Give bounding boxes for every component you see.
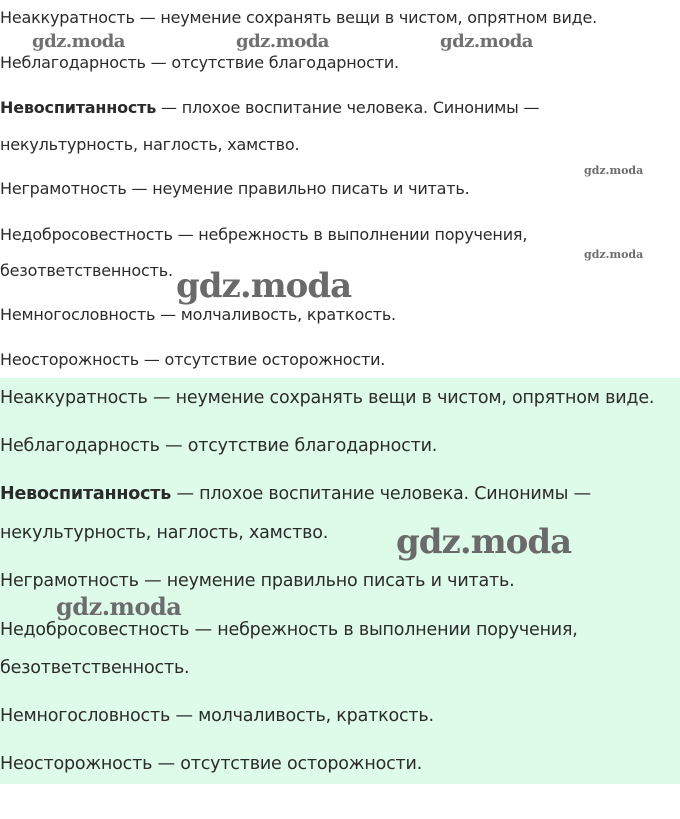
definition-text: — плохое воспитание человека. Синонимы —	[171, 484, 591, 504]
definition-line: некультурность, наглость, хамство.	[0, 135, 300, 154]
definition-line: Неаккуратность — неумение сохранять вещи в чистом, опрятном виде.	[0, 388, 655, 408]
definition-line	[0, 484, 591, 504]
term-bold: Невоспитанность	[0, 484, 172, 504]
definition-line: Неграмотность — неумение правильно писать и читать.	[0, 179, 470, 198]
definition-line	[0, 98, 539, 117]
watermark: gdz.moda	[440, 31, 533, 52]
watermark: gdz.moda	[396, 522, 572, 562]
text-block-top	[0, 0, 680, 378]
watermark: gdz.moda	[56, 592, 182, 621]
definition-line: некультурность, наглость, хамство.	[0, 523, 329, 543]
definition-text: — плохое воспитание человека. Синонимы —	[156, 98, 540, 117]
watermark: gdz.moda	[584, 248, 644, 261]
definition-line: безответственность.	[0, 658, 190, 678]
definition-line: Немногословность — молчаливость, краткость.	[0, 706, 434, 726]
watermark: gdz.moda	[32, 31, 125, 52]
definition-line: Немногословность — молчаливость, краткость.	[0, 305, 396, 324]
definition-line: Неблагодарность — отсутствие благодарности.	[0, 436, 438, 456]
definition-line: безответственность.	[0, 261, 173, 280]
definition-line: Недобросовестность — небрежность в выполнении поручения,	[0, 225, 528, 244]
term-bold: Невоспитанность	[0, 98, 157, 117]
watermark: gdz.moda	[584, 164, 644, 177]
definition-line: Неаккуратность — неумение сохранять вещи в чистом, опрятном виде.	[0, 8, 598, 27]
text-block-highlighted	[0, 378, 680, 784]
definition-line: Недобросовестность — небрежность в выполнении поручения,	[0, 620, 578, 640]
watermark: gdz.moda	[176, 266, 352, 306]
definition-line: Неграмотность — неумение правильно писать и читать.	[0, 571, 515, 591]
definition-line: Неосторожность — отсутствие осторожности.	[0, 350, 386, 369]
definition-line: Неблагодарность — отсутствие благодарности.	[0, 53, 399, 72]
watermark: gdz.moda	[236, 31, 329, 52]
definition-line: Неосторожность — отсутствие осторожности.	[0, 754, 423, 774]
